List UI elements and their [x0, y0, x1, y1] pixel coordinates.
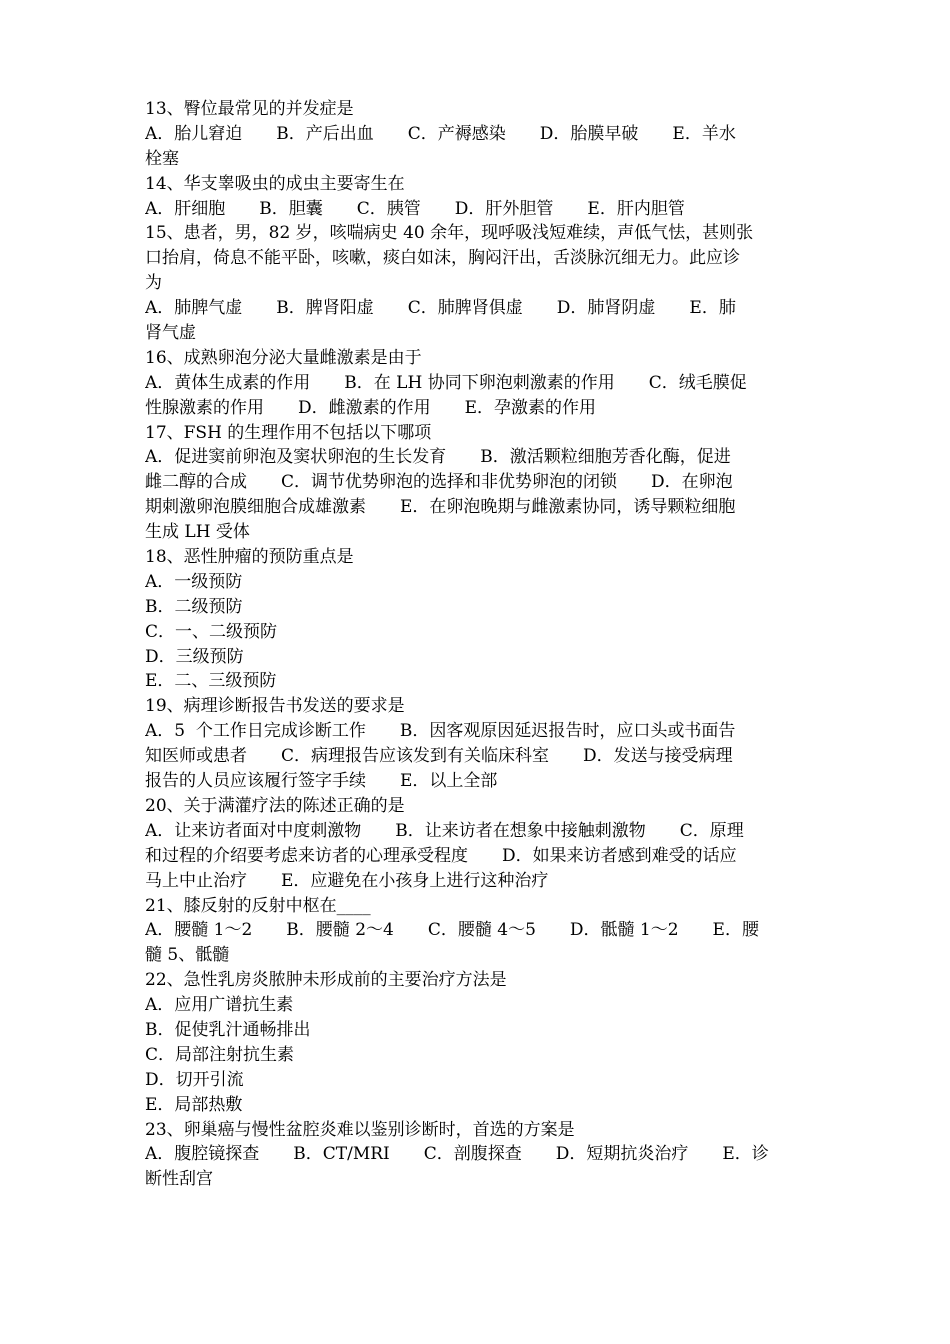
- question-22-option-b: B．促使乳汁通畅排出: [145, 1019, 311, 1040]
- question-15-options-cont: 肾气虚: [145, 323, 196, 344]
- question-17-options: A．促进窦前卵泡及窦状卵泡的生长发育 B．激活颗粒细胞芳香化酶，促进: [145, 447, 731, 468]
- question-23-stem: 23、卵巢癌与慢性盆腔炎难以鉴别诊断时，首选的方案是: [145, 1119, 575, 1140]
- question-21-stem: 21、膝反射的反射中枢在____: [145, 895, 371, 916]
- question-17-stem: 17、FSH 的生理作用不包括以下哪项: [145, 422, 432, 443]
- question-15-stem-end: 为: [145, 273, 162, 294]
- question-20-options-cont: 和过程的介绍要考虑来访者的心理承受程度 D．如果来访者感到难受的话应: [145, 845, 737, 866]
- question-13-stem: 13、臀位最常见的并发症是: [145, 99, 354, 119]
- question-16-options: A．黄体生成素的作用 B．在 LH 协同下卵泡刺激素的作用 C．绒毛膜促: [145, 372, 747, 393]
- question-19-stem: 19、病理诊断报告书发送的要求是: [145, 696, 405, 717]
- question-20-stem: 20、关于满灌疗法的陈述正确的是: [145, 795, 405, 816]
- question-19-options-cont: 知医师或患者 C．病理报告应该发到有关临床科室 D．发送与接受病理: [145, 746, 733, 767]
- question-19-options-end: 报告的人员应该履行签字手续 E．以上全部: [145, 771, 498, 792]
- question-17-options-end: 生成 LH 受体: [145, 522, 250, 543]
- question-19-options: A．5 个工作日完成诊断工作 B．因客观原因延迟报告时，应口头或书面告: [145, 721, 736, 742]
- question-21-options: A．腰髓 1～2 B．腰髓 2～4 C．腰髓 4～5 D．骶髓 1～2 E．腰: [145, 920, 759, 941]
- question-13-options: A．胎儿窘迫 B．产后出血 C．产褥感染 D．胎膜早破 E．羊水: [145, 123, 736, 144]
- question-18-option-b: B．二级预防: [145, 596, 243, 617]
- document-body: [145, 97, 809, 1192]
- question-20-options-end: 马上中止治疗 E．应避免在小孩身上进行这种治疗: [145, 870, 549, 891]
- question-17-options-cont: 雌二醇的合成 C．调节优势卵泡的选择和非优势卵泡的闭锁 D．在卵泡: [145, 472, 733, 493]
- question-22-option-e: E．局部热敷: [145, 1094, 243, 1115]
- question-23-options-cont: 断性刮宫: [145, 1169, 213, 1190]
- question-18-stem: 18、恶性肿瘤的预防重点是: [145, 547, 354, 568]
- question-17-options-cont: 期刺激卵泡膜细胞合成雄激素 E．在卵泡晚期与雌激素协同，诱导颗粒细胞: [145, 497, 736, 518]
- question-23-options: A．腹腔镜探查 B．CT/MRI C．剖腹探查 D．短期抗炎治疗 E．诊: [145, 1144, 769, 1165]
- question-20-options: A．让来访者面对中度刺激物 B．让来访者在想象中接触刺激物 C．原理: [145, 820, 744, 841]
- question-22-option-d: D．切开引流: [145, 1069, 244, 1090]
- question-15-stem: 15、患者，男，82 岁，咳喘病史 40 余年，现呼吸浅短难续，声低气怯，甚则张: [145, 223, 754, 244]
- question-14-stem: 14、华支睾吸虫的成虫主要寄生在: [145, 173, 405, 194]
- question-18-option-e: E．二、三级预防: [145, 671, 277, 692]
- question-16-options-cont: 性腺激素的作用 D．雌激素的作用 E．孕激素的作用: [145, 397, 597, 418]
- question-22-stem: 22、急性乳房炎脓肿未形成前的主要治疗方法是: [145, 970, 507, 991]
- question-18-option-d: D．三级预防: [145, 646, 244, 667]
- question-18-option-c: C．一、二级预防: [145, 621, 278, 642]
- question-21-options-cont: 髓 5、骶髓: [145, 945, 230, 966]
- question-16-stem: 16、成熟卵泡分泌大量雌激素是由于: [145, 347, 422, 368]
- question-14-options: A．肝细胞 B．胆囊 C．胰管 D．肝外胆管 E．肝内胆管: [145, 198, 685, 219]
- question-22-option-a: A．应用广谱抗生素: [145, 995, 294, 1016]
- question-18-option-a: A．一级预防: [145, 571, 243, 592]
- question-15-stem-cont: 口抬肩，倚息不能平卧，咳嗽，痰白如沫，胸闷汗出，舌淡脉沉细无力。此应诊: [145, 248, 740, 269]
- question-15-options: A．肺脾气虚 B．脾肾阳虚 C．肺脾肾俱虚 D．肺肾阴虚 E．肺: [145, 298, 736, 319]
- question-22-option-c: C．局部注射抗生素: [145, 1044, 295, 1065]
- question-13-options-cont: 栓塞: [145, 148, 179, 169]
